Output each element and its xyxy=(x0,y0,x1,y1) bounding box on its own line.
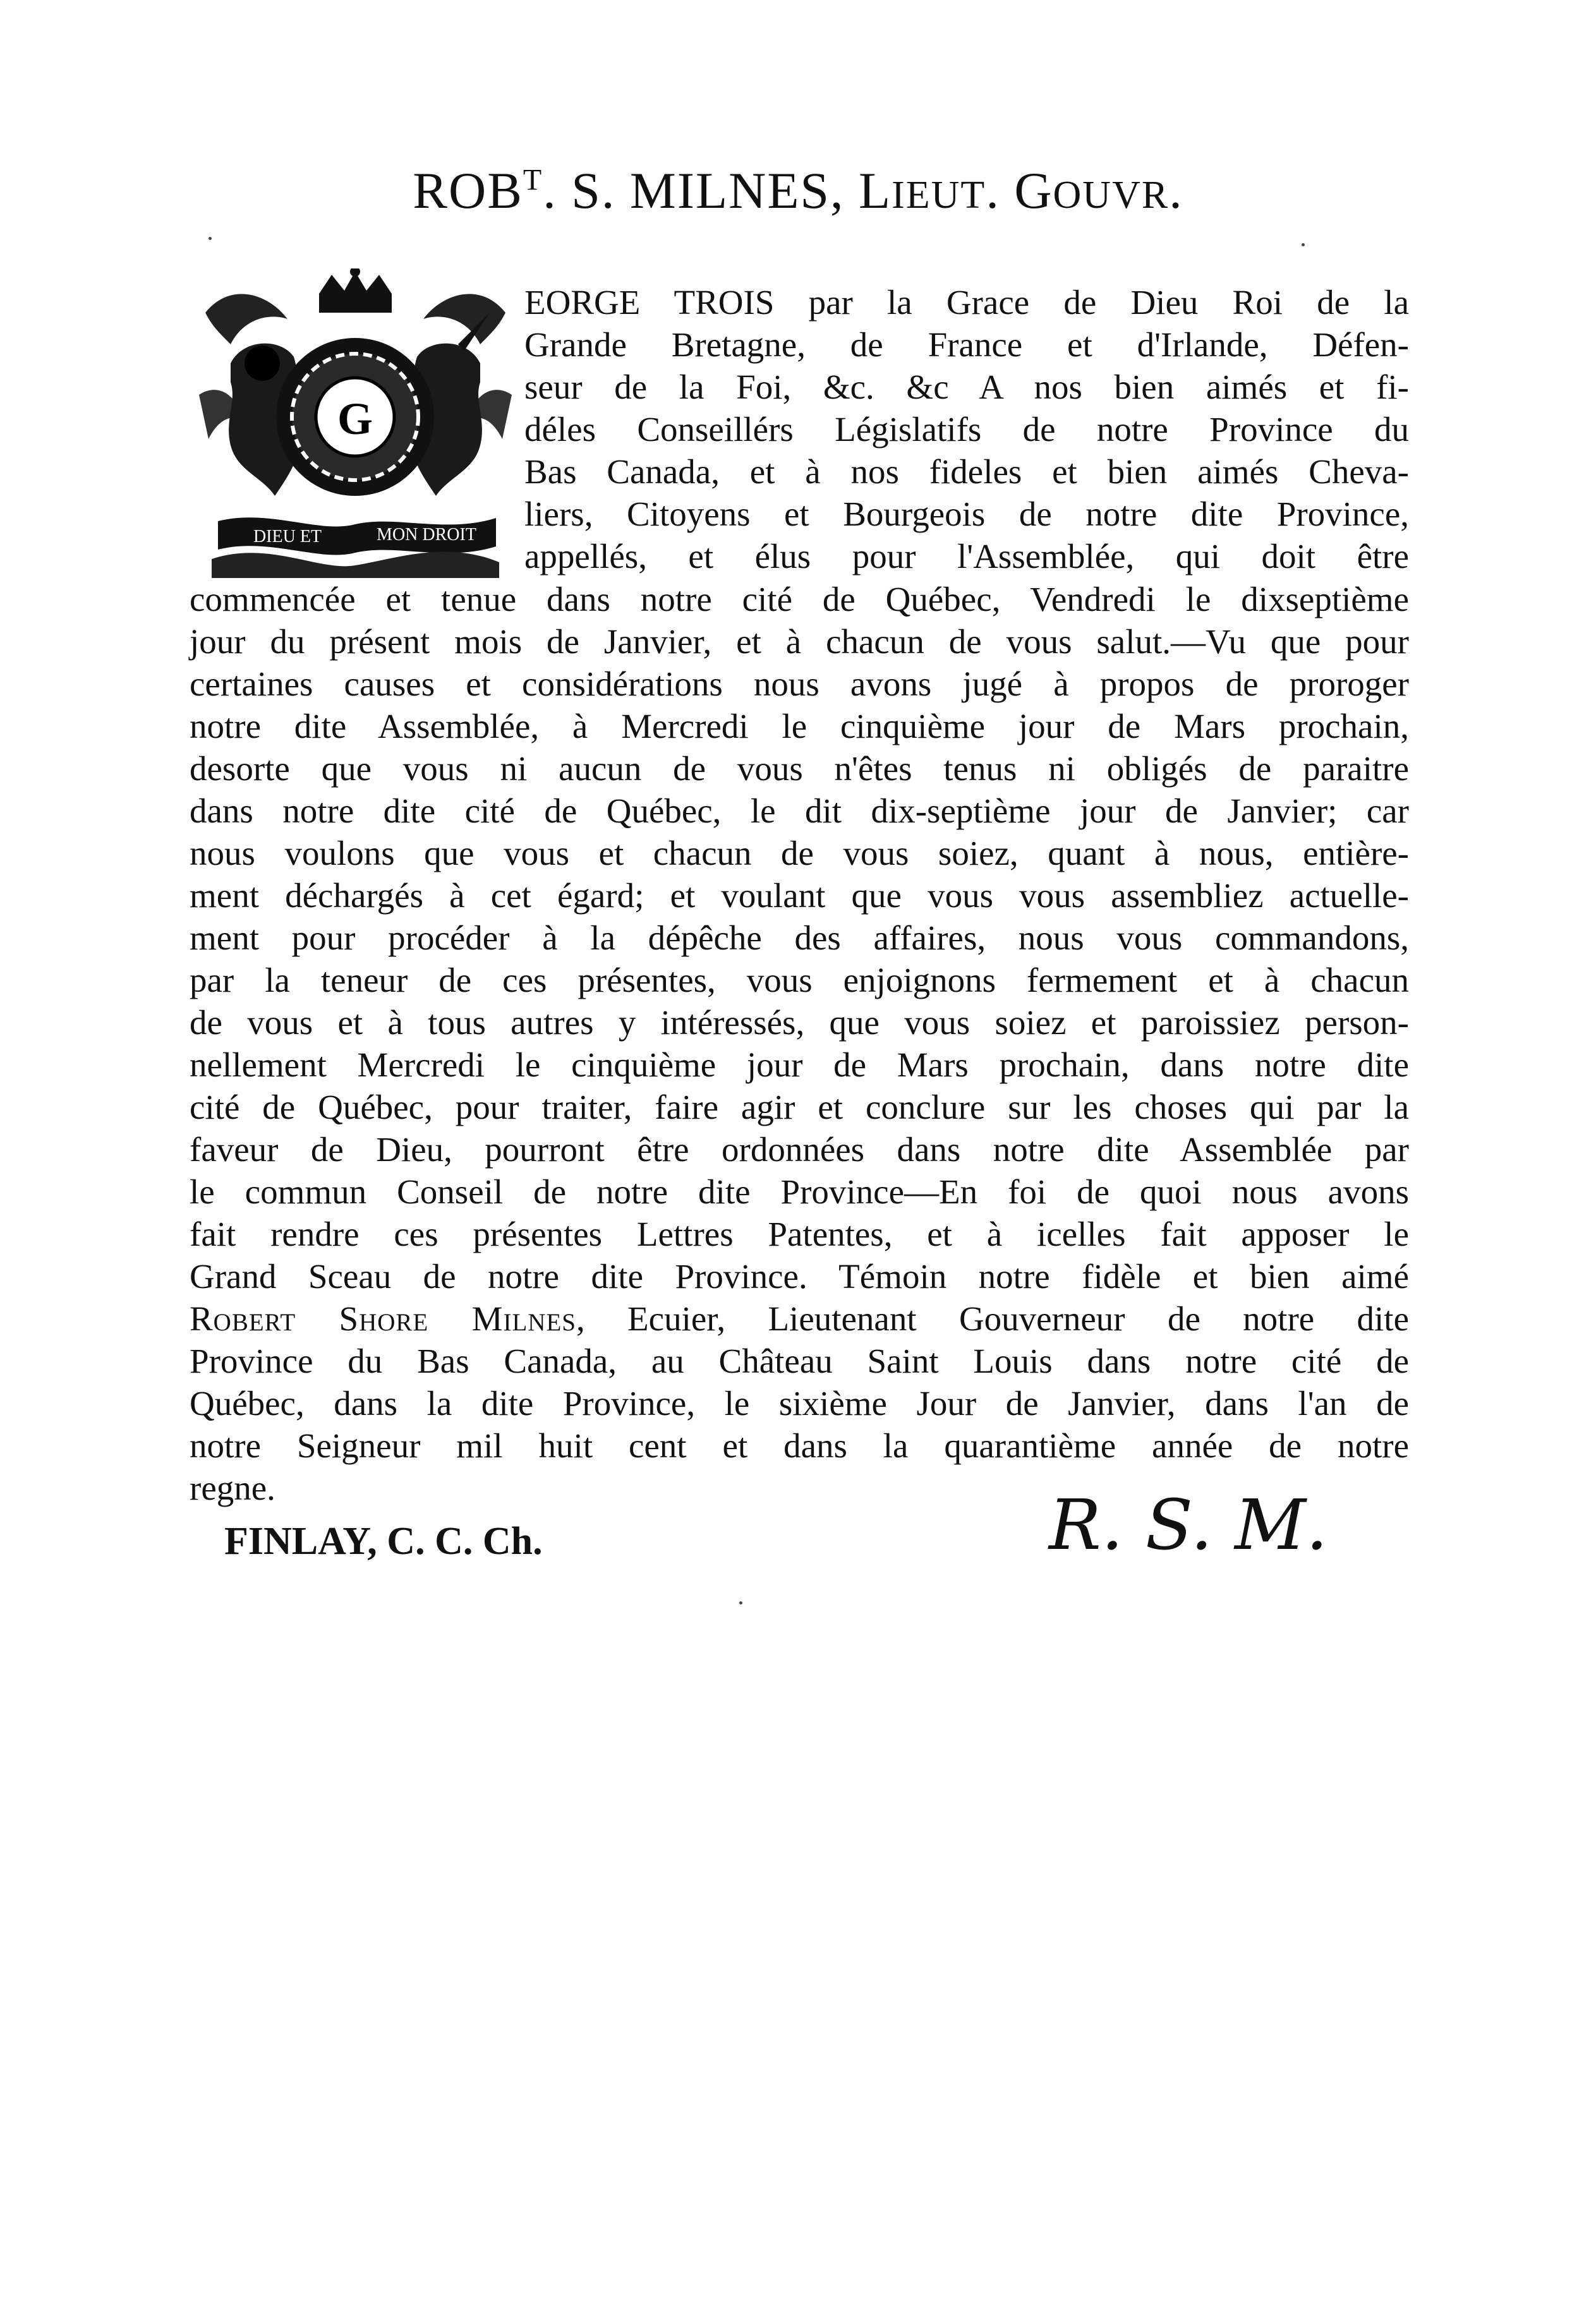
text-line: certaines causes et considérations nous avons jugé à propos de proroger xyxy=(190,665,1409,703)
proclamation-opening xyxy=(524,281,1409,577)
text-line: notre dite Assemblée, à Mercredi le cinquième jour de Mars prochain, xyxy=(190,707,1409,745)
header-lieut-rest: IEUT xyxy=(892,174,986,217)
document-header xyxy=(0,161,1596,220)
witness-name: Robert Shore Milnes xyxy=(190,1299,576,1338)
text-line: appellés, et élus pour l'Assemblée, qui doit être xyxy=(524,537,1409,575)
text-line: dans notre dite cité de Québec, le dit dix-septième jour de Janvier; car xyxy=(190,792,1409,830)
text-line: Bas Canada, et à nos fideles et bien aimés Cheva- xyxy=(524,452,1409,491)
text-line: nellement Mercredi le cinquième jour de Mars prochain, dans notre dite xyxy=(190,1045,1409,1084)
text-line: Province du Bas Canada, au Château Saint Louis dans notre cité de xyxy=(190,1342,1409,1380)
motto-left: DIEU ET xyxy=(253,527,322,546)
text-line: Québec, dans la dite Province, le sixième Jour de Janvier, dans l'an de xyxy=(190,1384,1409,1423)
header-gouv-initial: . G xyxy=(986,162,1053,219)
text-line: par la teneur de ces présentes, vous enjoignons fermement et à chacun xyxy=(190,961,1409,999)
text-line: cité de Québec, pour traiter, faire agir et conclure sur les choses qui par la xyxy=(190,1088,1409,1126)
witness-title: , Ecuier, Lieutenant Gouverneur de notre dite xyxy=(576,1299,1409,1338)
text-line: ment déchargés à cet égard; et voulant que vous vous assembliez actuelle- xyxy=(190,876,1409,915)
ink-speck xyxy=(739,1601,742,1605)
text-line: ment pour procéder à la dépêche des affaires, nous vous commandons, xyxy=(190,918,1409,957)
governor-initials: R. S. M. xyxy=(1049,1484,1328,1565)
text-line: seur de la Foi, &c. &c A nos bien aimés et fi- xyxy=(524,368,1409,406)
proclamation-body xyxy=(190,578,1409,1509)
ink-speck xyxy=(209,237,212,240)
text-line: de vous et à tous autres y intéressés, que vous soiez et paroissiez person- xyxy=(190,1003,1409,1042)
crest-initial: G xyxy=(337,394,373,444)
header-gouv-rest: OUVR xyxy=(1053,174,1170,217)
clerk-signature: FINLAY, C. C. Ch. xyxy=(224,1520,543,1563)
text-line: EORGE TROIS par la Grace de Dieu Roi de la xyxy=(524,283,1409,322)
text-line: fait rendre ces présentes Lettres Patentes, et à icelles fait apposer le xyxy=(190,1215,1409,1253)
text-line: commencée et tenue dans notre cité de Québec, Vendredi le dixseptième xyxy=(190,580,1409,618)
text-line: Grande Bretagne, de France et d'Irlande, Défen- xyxy=(524,325,1409,364)
text-line: jour du présent mois de Janvier, et à chacun de vous salut.—Vu que pour xyxy=(190,622,1409,661)
motto-right: MON DROIT xyxy=(377,525,476,545)
text-line: nous voulons que vous et chacun de vous soiez, quant à nous, entière- xyxy=(190,834,1409,872)
ink-speck xyxy=(1302,243,1305,246)
header-superscript: T xyxy=(523,163,543,197)
header-end: . xyxy=(1169,162,1183,219)
header-lieut-initial: L xyxy=(859,162,892,219)
royal-arms-emblem xyxy=(193,268,518,578)
text-line: Grand Sceau de notre dite Province. Témoin notre fidèle et bien aimé xyxy=(190,1257,1409,1296)
witness-line xyxy=(190,1297,1409,1340)
header-prefix: ROB xyxy=(413,162,523,219)
text-line: regne. xyxy=(190,1469,275,1507)
text-line: notre Seigneur mil huit cent et dans la quarantième année de notre xyxy=(190,1426,1409,1465)
header-name: . S. MILNES, xyxy=(543,162,859,219)
text-line: desorte que vous ni aucun de vous n'êtes tenus ni obligés de paraitre xyxy=(190,749,1409,788)
text-line: faveur de Dieu, pourront être ordonnées dans notre dite Assemblée par xyxy=(190,1130,1409,1169)
text-line: liers, Citoyens et Bourgeois de notre dite Province, xyxy=(524,495,1409,533)
text-line: déles Conseillérs Législatifs de notre Province du xyxy=(524,410,1409,449)
text-line: le commun Conseil de notre dite Province—En foi de quoi nous avons xyxy=(190,1172,1409,1211)
